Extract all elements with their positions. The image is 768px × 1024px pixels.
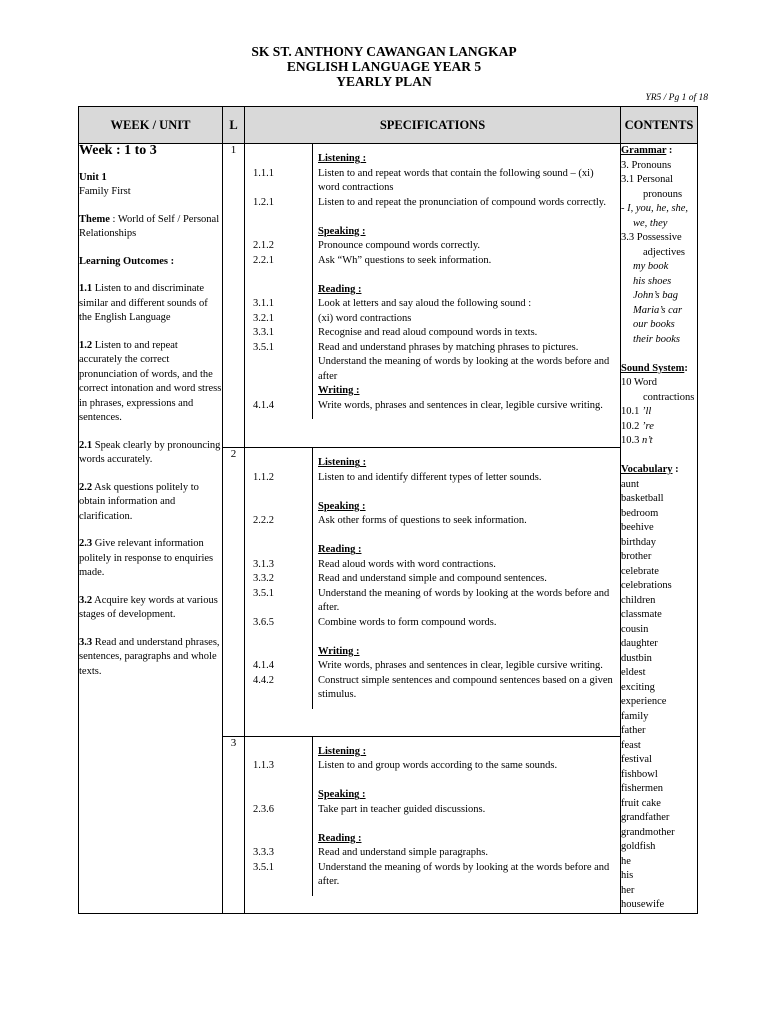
skill-text: Ask “Wh” questions to seek information. [318,254,492,266]
skill-codes-column [245,737,313,896]
skill-code: 3.5.1 [253,341,274,353]
vocabulary-word: festival [621,754,652,765]
skill-text: Combine words to form compound words. [318,616,497,628]
skill-code: 2.2.1 [253,254,274,266]
skill-text: Read aloud words with word contractions. [318,558,496,570]
skill-text: Listen to and identify different types of letter sounds. [318,471,542,483]
skill-text: Listen to and repeat the pronunciation of compound words correctly. [318,196,606,208]
sound-text: n’t [642,435,653,446]
skill-heading: Reading : [318,832,362,844]
vocabulary-word: he [621,855,631,867]
vocabulary-word: bedroom [621,507,659,519]
learning-outcome [79,439,222,468]
skill-text: Write words, phrases and sentences in clear, legible cursive writing. [318,399,603,411]
skill-code: 2.3.6 [253,803,274,815]
outcome-code: 3.2 [79,594,93,606]
unit-label: Unit 1 [79,171,107,183]
skill-code: 3.2.1 [253,312,274,324]
sound-item: 10 Word [621,377,658,388]
skill-code: 4.1.4 [253,660,274,672]
spacer [318,268,617,283]
vocabulary-word: housewife [621,899,665,910]
skill-text: Read and understand simple paragraphs. [318,847,488,859]
skill-code [253,500,312,515]
grammar-item: 3.1 Personal [621,174,673,185]
grammar-heading-text: Grammar [621,145,667,156]
skill-code [253,543,312,558]
yearly-plan-table [78,106,698,914]
vocabulary-word: eldest [621,667,646,678]
spacer [621,347,697,362]
grammar-item: his shoes [633,275,672,287]
sound-item [621,405,697,420]
skill-code [253,745,312,760]
week-number: 3 [223,736,245,913]
learning-outcome [79,481,222,525]
document-header [0,44,768,89]
skill-code [253,456,312,471]
outcomes-heading-text: Learning Outcomes : [79,255,175,267]
vocabulary-word: fishbowl [621,768,658,780]
spacer [253,485,312,500]
skill-text: Construct simple sentences and compound sentences based on a given stimulus. [318,674,613,701]
grammar-item: we, they [633,217,668,229]
vocabulary-word: fruit cake [621,797,661,809]
grammar-item: pronouns [643,188,683,200]
sound-system-heading [621,362,697,377]
spacer [253,529,312,544]
skill-code: 3.3.3 [253,847,274,859]
skill-heading: Speaking : [318,225,366,237]
column-header-contents: CONTENTS [621,107,698,144]
theme-text: : World of Self / Personal Relationships [79,213,220,239]
skill-heading: Reading : [318,283,362,295]
skill-text: Understand the meaning of words by looking at the words before and after. [318,861,610,888]
sound-text: ’re [642,420,654,432]
week-number: 1 [223,144,245,448]
grammar-item: John’s bag [633,290,679,301]
skill-code: 4.1.4 [253,399,274,411]
skill-code [253,384,312,399]
skill-text: Take part in teacher guided discussions. [318,803,486,815]
spacer [253,210,312,225]
vocabulary-word: grandmother [621,826,675,838]
outcome-code: 2.2 [79,481,93,493]
sound-text: ’ll [642,406,652,417]
outcome-text: Acquire key words at various stages of development. [79,594,218,620]
skill-text: Listen to and repeat words that contain the following sound – (xi) word contractions [318,167,594,193]
learning-outcome [79,339,222,426]
skill-heading: Writing : [318,645,360,657]
grammar-item: adjectives [643,246,685,258]
vocabulary-word: cousin [621,623,649,635]
skill-code: 2.2.2 [253,515,274,527]
week-number: 2 [223,448,245,736]
learning-outcome [79,282,222,326]
school-name: SK ST. ANTHONY CAWANGAN LANGKAP [251,44,517,59]
vocabulary-heading-colon: : [672,464,679,475]
vocabulary-word: celebrations [621,580,672,591]
spacer [621,449,697,464]
skill-code: 3.5.1 [253,861,274,873]
skill-heading: Listening : [318,153,367,164]
vocabulary-word: classmate [621,609,662,620]
skill-text: Listen to and group words according to the same sounds. [318,760,558,772]
spacer [253,774,312,789]
vocabulary-word: brother [621,551,652,562]
vocabulary-word: grandfather [621,812,670,823]
skill-code: 3.1.1 [253,298,274,309]
skill-heading: Speaking : [318,500,366,512]
learning-outcome [79,636,222,680]
skill-code: 1.2.1 [253,196,274,208]
week-1-row [79,144,698,448]
grammar-heading-colon: : [666,145,673,156]
sound-item: contractions [643,391,695,403]
vocabulary-heading-text: Vocabulary [621,464,673,475]
grammar-item: 3. Pronouns [621,159,672,171]
unit-info [79,171,222,200]
spacer [318,630,617,645]
vocabulary-word: feast [621,739,641,751]
outcome-text: Listen to and repeat accurately the correct pronunciation of words, and the correct intonation and word stress in phrases, expressions and sentences. [79,339,222,423]
skill-text: Look at letters and say aloud the following sound : [318,298,532,309]
learning-outcome [79,537,222,581]
grammar-item: our books [633,319,675,330]
column-header-specifications: SPECIFICATIONS [245,107,621,144]
vocabulary-word: exciting [621,681,655,693]
subject-title: ENGLISH LANGUAGE YEAR 5 [286,59,482,74]
outcome-code: 2.1 [79,439,93,451]
skill-heading: Speaking : [318,789,366,801]
skill-heading: Reading : [318,544,362,556]
column-header-week: WEEK / UNIT [79,107,223,144]
skill-text: Understand the meaning of words by looking at the words before and after. [318,587,610,614]
skill-text: Read and understand simple and compound sentences. [318,573,547,585]
skill-heading: Listening : [318,745,367,757]
skill-code: 3.5.1 [253,587,274,599]
unit-name: Family First [79,186,131,197]
sound-number: 10.2 [621,420,640,432]
spacer [253,817,312,832]
grammar-item: Maria’s car [633,304,683,316]
outcome-text: Give relevant information politely in response to enquiries made. [79,538,214,578]
learning-outcome [79,594,222,623]
sound-number: 10.1 [621,406,640,417]
skill-code [253,355,312,384]
spacer [253,268,312,283]
skill-text: Write words, phrases and sentences in clear, legible cursive writing. [318,660,603,672]
spacer [318,774,617,789]
grammar-item: their books [633,333,680,345]
contents-cell [621,144,698,914]
vocabulary-word: father [621,725,646,736]
skill-text: Understand the meaning of words by looking at the words before and after [318,356,610,382]
outcome-text: Listen to and discriminate similar and different sounds of the English Language [79,283,208,323]
skill-text: Recognise and read aloud compound words in texts. [318,327,538,338]
skill-code: 1.1.3 [253,760,274,772]
sound-system-heading-text: Sound System [621,362,685,374]
week-unit-cell [79,144,223,914]
grammar-item: my book [633,261,669,272]
vocabulary-word: dustbin [621,652,652,664]
skill-code [253,283,312,298]
vocabulary-word: her [621,884,635,896]
grammar-item: 3.3 Possessive [621,232,682,243]
vocabulary-word: aunt [621,478,640,490]
skill-text: Pronounce compound words correctly. [318,240,481,251]
skill-text-column [313,737,620,896]
outcome-code: 3.3 [79,636,93,648]
skill-code [253,225,312,240]
theme-info [79,213,222,242]
spacer [318,210,617,225]
vocabulary-word: basketball [621,493,664,504]
theme-label: Theme [79,213,110,225]
sound-item [621,434,697,449]
sound-item [621,420,697,435]
spacer [318,529,617,544]
page-reference: YR5 / Pg 1 of 18 [645,93,708,103]
vocabulary-word: children [621,594,656,606]
spacer [318,817,617,832]
week-unit-content [79,144,222,679]
skill-text-column [313,448,620,709]
outcome-code: 2.3 [79,538,93,549]
contents-list [621,144,697,913]
skill-code: 3.1.3 [253,558,274,570]
vocabulary-word: goldfish [621,841,656,852]
spacer [318,485,617,500]
column-header-l: L [223,107,245,144]
plan-title: YEARLY PLAN [336,74,432,89]
spacer [253,630,312,645]
week-2-specifications [245,448,621,736]
skill-heading: Writing : [318,385,360,396]
grammar-heading [621,144,697,159]
skill-code [253,152,312,167]
skill-codes-column [245,448,313,709]
vocabulary-word: beehive [621,522,654,533]
skill-text: Ask other forms of questions to seek information. [318,515,527,527]
skill-code: 3.3.1 [253,327,274,338]
vocabulary-heading [621,463,697,478]
week-3-specifications [245,736,621,913]
skill-text-column [313,144,620,419]
skill-code: 3.3.2 [253,573,274,585]
skill-code: 4.4.2 [253,674,274,686]
outcome-code: 1.1 [79,283,93,294]
vocabulary-word: family [621,710,649,722]
sound-number: 10.3 [621,435,640,446]
vocabulary-word: experience [621,696,667,707]
table-header-row [79,107,698,144]
outcome-text: Ask questions politely to obtain information and clarification. [79,481,199,522]
outcome-code: 1.2 [79,339,93,351]
vocabulary-word: birthday [621,536,656,548]
week-1-specifications [245,144,621,448]
sound-system-heading-colon: : [684,362,688,374]
skill-code: 1.1.2 [253,471,274,483]
skill-text: Read and understand phrases by matching phrases to pictures. [318,341,579,353]
skill-code [253,645,312,660]
outcome-text: Read and understand phrases, sentences, paragraphs and whole texts. [79,636,220,677]
vocabulary-word: daughter [621,638,658,649]
outcome-text: Speak clearly by pronouncing words accurately. [79,439,221,465]
grammar-item: - I, you, he, she, [621,203,689,214]
vocabulary-word: celebrate [621,565,659,577]
skill-heading: Listening : [318,457,367,469]
skill-code [253,788,312,803]
skill-code: 3.6.5 [253,616,274,628]
skill-text: (xi) word contractions [318,312,412,324]
skill-code: 2.1.2 [253,240,274,251]
skill-code: 1.1.1 [253,167,274,179]
learning-outcomes-heading [79,255,222,270]
skill-codes-column [245,144,313,419]
vocabulary-word: his [621,870,634,881]
week-title: Week : 1 to 3 [79,143,157,158]
vocabulary-word: fishermen [621,783,663,794]
skill-code [253,832,312,847]
